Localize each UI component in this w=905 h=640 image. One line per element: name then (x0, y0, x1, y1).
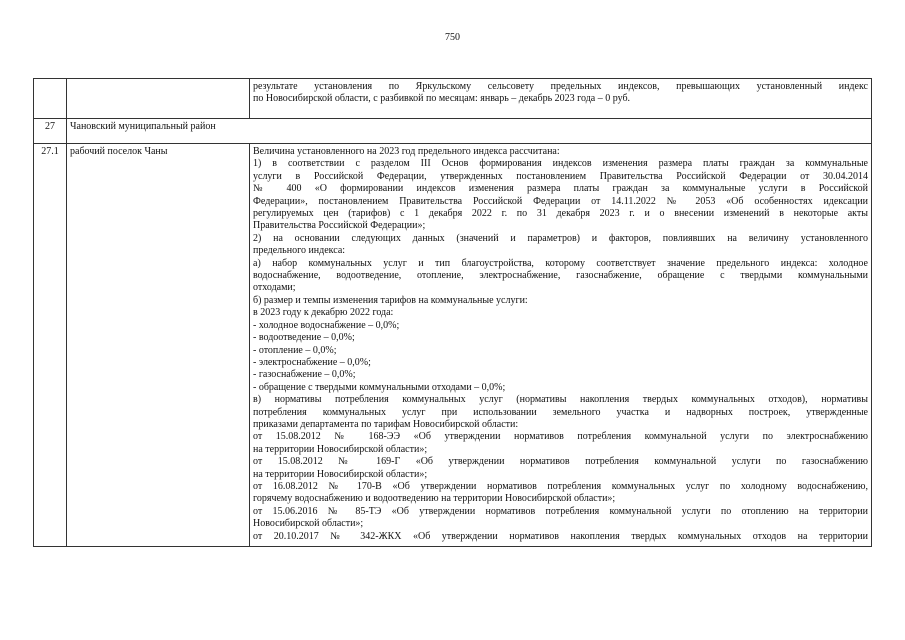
justification-text (253, 81, 868, 106)
text-line: на территории Новосибирской области»; (253, 468, 428, 480)
row-number-cell: 27.1 (34, 144, 67, 547)
text-line: - газоснабжение – 0,0%; (253, 369, 356, 381)
text-line: услуги в Российской Федерации, утвержденных постановлением Правительства Российской Федерации от 30.04.2014 (253, 170, 868, 182)
justification-text (253, 146, 868, 543)
page-number: 750 (445, 32, 460, 43)
row-number-cell (34, 79, 67, 119)
text-line: результате установления по Яркульскому сельсовету предельных индексов, превышающих установленный индекс (253, 81, 868, 92)
text-line: в) нормативы потребления коммунальных услуг (нормативы накопления твердых коммунальных отходов), нормативы (253, 394, 868, 406)
text-line: Новосибирской области»; (253, 518, 364, 530)
text-line: потребления коммунальных услуг при использовании земельного участка и надворных построек, утвержденные (253, 406, 868, 418)
text-line: - обращение с твердыми коммунальными отходами – 0,0%; (253, 381, 506, 393)
text-line: 1) в соответствии с разделом III Основ формирования индексов изменения размера платы граждан за коммунальные (253, 158, 868, 170)
table-row-district (34, 119, 872, 144)
text-line: от 20.10.2017 № 342-ЖКХ «Об утверждении нормативов накопления твердых коммунальных отходов на территории (253, 530, 868, 542)
text-line: от 15.06.2016 № 85-ТЭ «Об утверждении нормативов потребления коммунальной услуги по отоплению на территории (253, 505, 868, 517)
table-row-continuation (34, 79, 872, 119)
municipality-cell (67, 79, 250, 119)
justification-cell (250, 79, 872, 119)
text-line: водоснабжение, водоотведение, отопление, электроснабжение, газоснабжение, обращение с твердыми коммунальными (253, 270, 868, 282)
justification-cell (250, 144, 872, 547)
text-line: приказами департамента по тарифам Новосибирской области: (253, 418, 519, 430)
text-line: - отопление – 0,0%; (253, 344, 337, 356)
text-line: 2) на основании следующих данных (значений и параметров) и факторов, повлиявших на величину установленного (253, 232, 868, 244)
text-line: отходами; (253, 282, 296, 294)
text-line: № 400 «О формировании индексов изменения размера платы граждан за коммунальные услуги в Российской (253, 183, 868, 195)
text-line: - водоотведение – 0,0%; (253, 332, 355, 344)
table-row-settlement (34, 144, 872, 547)
text-line: б) размер и темпы изменения тарифов на коммунальные услуги: (253, 294, 528, 306)
district-name-cell: Чановский муниципальный район (67, 119, 872, 144)
document-table (33, 78, 872, 547)
text-line: - холодное водоснабжение – 0,0%; (253, 319, 400, 331)
municipality-cell: рабочий поселок Чаны (67, 144, 250, 547)
text-line: Величина установленного на 2023 год предельного индекса рассчитана: (253, 146, 560, 157)
row-number-cell: 27 (34, 119, 67, 144)
text-line: на территории Новосибирской области»; (253, 443, 428, 455)
text-line: регулируемых цен (тарифов) с 1 декабря 2022 г. по 31 декабря 2023 г. и о внесении изменений в некоторые акты (253, 208, 868, 220)
text-line: по Новосибирской области, с разбивкой по месяцам: январь – декабрь 2023 года – 0 руб. (253, 93, 631, 105)
text-line: Федерации», постановлением Правительства Российской Федерации от 14.11.2022 № 2053 «Об особенностях идексации (253, 195, 868, 207)
text-line: в 2023 году к декабрю 2022 года: (253, 307, 394, 319)
text-line: от 15.08.2012 № 168-ЭЭ «Об утверждении нормативов потребления коммунальной услуги по электроснабжению (253, 431, 868, 443)
text-line: от 16.08.2012 № 170-В «Об утверждении нормативов потребления коммунальных услуг по холодному водоснабжению, (253, 480, 868, 492)
text-line: от 15.08.2012 № 169-Г «Об утверждении нормативов потребления коммунальной услуги по газоснабжению (253, 456, 868, 468)
text-line: предельного индекса: (253, 245, 346, 257)
text-line: горячему водоснабжению и водоотведению на территории Новосибирской области»; (253, 493, 616, 505)
text-line: Правительства Российской Федерации»; (253, 220, 426, 232)
text-line: - электроснабжение – 0,0%; (253, 356, 371, 368)
text-line: а) набор коммунальных услуг и тип благоустройства, которому соответствует значение предельного индекса: холодное (253, 257, 868, 269)
